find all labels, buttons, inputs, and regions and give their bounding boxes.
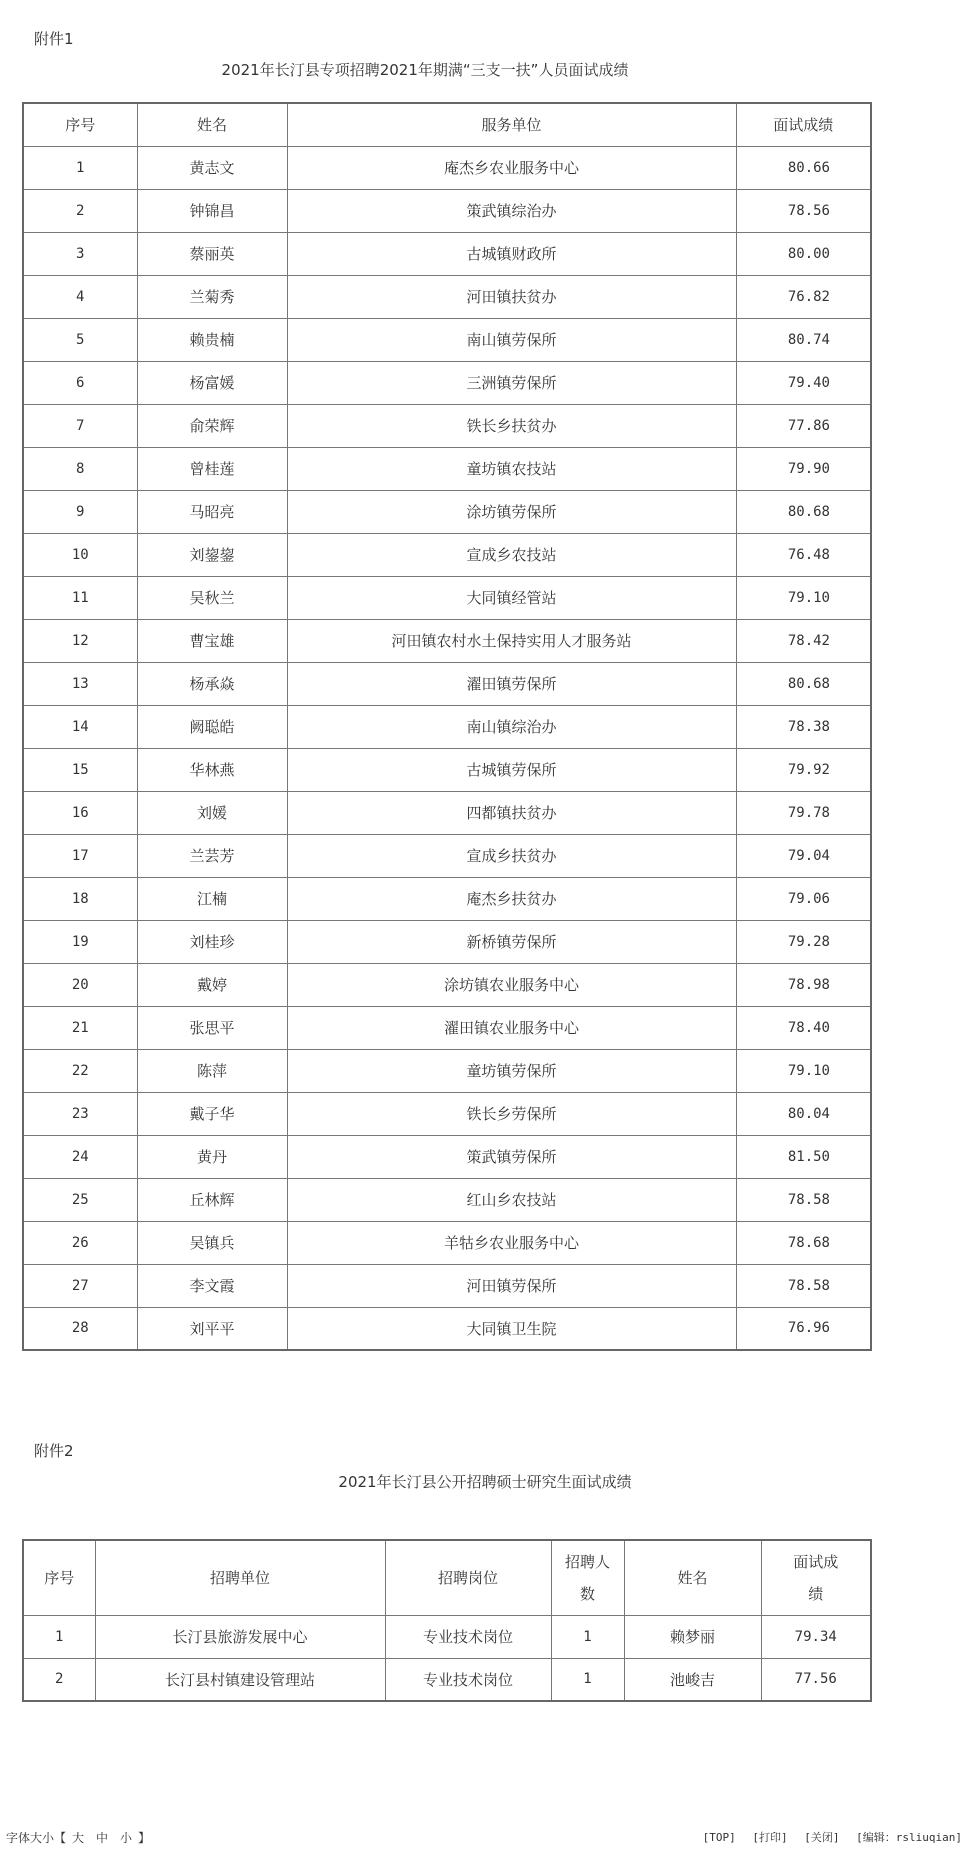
cell-score: 79.06 <box>736 877 871 920</box>
table-row <box>23 1221 871 1264</box>
cell-seq: 5 <box>23 318 137 361</box>
cell-name: 俞荣辉 <box>137 404 287 447</box>
cell-name: 杨承焱 <box>137 662 287 705</box>
cell-name: 刘媛 <box>137 791 287 834</box>
cell-name: 曾桂莲 <box>137 447 287 490</box>
cell-unit: 古城镇财政所 <box>287 232 736 275</box>
cell-seq: 15 <box>23 748 137 791</box>
cell-name: 黄志文 <box>137 146 287 189</box>
cell-score: 78.68 <box>736 1221 871 1264</box>
attachment1-title: 2021年长汀县专项招聘2021年期满“三支一扶”人员面试成绩 <box>221 61 629 79</box>
table-row <box>23 1135 871 1178</box>
cell-score: 80.04 <box>736 1092 871 1135</box>
cell-seq: 24 <box>23 1135 137 1178</box>
cell-score: 80.68 <box>736 490 871 533</box>
cell-score: 78.58 <box>736 1178 871 1221</box>
cell-unit: 河田镇劳保所 <box>287 1264 736 1307</box>
cell-seq: 14 <box>23 705 137 748</box>
table-row <box>23 576 871 619</box>
cell-unit: 新桥镇劳保所 <box>287 920 736 963</box>
cell-name: 阙聪皓 <box>137 705 287 748</box>
cell-unit: 河田镇扶贫办 <box>287 275 736 318</box>
cell-name: 李文霞 <box>137 1264 287 1307</box>
cell-seq: 23 <box>23 1092 137 1135</box>
attachment1-table-body <box>23 146 871 1350</box>
cell-score: 78.98 <box>736 963 871 1006</box>
cell-score: 79.90 <box>736 447 871 490</box>
table-row <box>23 361 871 404</box>
table-row <box>23 662 871 705</box>
cell-score: 80.00 <box>736 232 871 275</box>
cell-unit: 庵杰乡扶贫办 <box>287 877 736 920</box>
cell-unit: 童坊镇劳保所 <box>287 1049 736 1092</box>
cell-unit: 三洲镇劳保所 <box>287 361 736 404</box>
cell-seq: 25 <box>23 1178 137 1221</box>
cell-seq: 28 <box>23 1307 137 1350</box>
cell-seq: 16 <box>23 791 137 834</box>
cell-score: 79.92 <box>736 748 871 791</box>
cell-score: 77.56 <box>761 1658 871 1701</box>
table-row <box>23 619 871 662</box>
cell-name: 戴子华 <box>137 1092 287 1135</box>
editor-label: [编辑：rsliuqian] <box>856 1831 962 1844</box>
cell-score: 79.10 <box>736 576 871 619</box>
table-row <box>23 1178 871 1221</box>
cell-score: 76.82 <box>736 275 871 318</box>
cell-score: 80.74 <box>736 318 871 361</box>
table-row <box>23 232 871 275</box>
cell-unit: 四都镇扶贫办 <box>287 791 736 834</box>
cell-score: 77.86 <box>736 404 871 447</box>
cell-name: 曹宝雄 <box>137 619 287 662</box>
cell-score: 76.96 <box>736 1307 871 1350</box>
cell-name: 陈萍 <box>137 1049 287 1092</box>
font-size-medium-link[interactable]: 中 <box>96 1831 109 1845</box>
table-row <box>23 447 871 490</box>
cell-seq: 17 <box>23 834 137 877</box>
table-row <box>23 1264 871 1307</box>
table-row <box>23 533 871 576</box>
cell-unit: 河田镇农村水土保持实用人才服务站 <box>287 619 736 662</box>
cell-name: 杨富媛 <box>137 361 287 404</box>
font-size-label: 字体大小【 <box>6 1831 67 1845</box>
cell-name: 蔡丽英 <box>137 232 287 275</box>
table-row <box>23 1049 871 1092</box>
cell-seq: 22 <box>23 1049 137 1092</box>
table-row <box>23 318 871 361</box>
table-row <box>23 877 871 920</box>
cell-seq: 6 <box>23 361 137 404</box>
cell-unit: 策武镇综治办 <box>287 189 736 232</box>
cell-name: 江楠 <box>137 877 287 920</box>
cell-unit: 大同镇经管站 <box>287 576 736 619</box>
attachment2-table <box>22 1539 872 1702</box>
table-row <box>23 920 871 963</box>
cell-name: 华林燕 <box>137 748 287 791</box>
cell-seq: 1 <box>23 146 137 189</box>
cell-seq: 1 <box>23 1615 95 1658</box>
font-size-small-link[interactable]: 小 <box>120 1831 133 1845</box>
cell-name: 吴镇兵 <box>137 1221 287 1264</box>
header-unit: 服务单位 <box>287 103 736 146</box>
cell-seq: 19 <box>23 920 137 963</box>
footer-actions <box>693 1829 962 1845</box>
cell-unit: 南山镇综治办 <box>287 705 736 748</box>
cell-seq: 7 <box>23 404 137 447</box>
cell-unit: 策武镇劳保所 <box>287 1135 736 1178</box>
attachment2-table-body <box>23 1615 871 1701</box>
cell-score: 81.50 <box>736 1135 871 1178</box>
cell-name: 刘平平 <box>137 1307 287 1350</box>
cell-seq: 21 <box>23 1006 137 1049</box>
table-row <box>23 963 871 1006</box>
cell-unit: 涂坊镇劳保所 <box>287 490 736 533</box>
cell-name: 钟锦昌 <box>137 189 287 232</box>
cell-seq: 4 <box>23 275 137 318</box>
header-score: 面试成绩 <box>761 1540 871 1615</box>
cell-unit: 红山乡农技站 <box>287 1178 736 1221</box>
attachment1-table <box>22 102 872 1351</box>
table-row <box>23 1006 871 1049</box>
print-link[interactable]: [打印] <box>752 1831 788 1844</box>
cell-name: 戴婷 <box>137 963 287 1006</box>
cell-seq: 13 <box>23 662 137 705</box>
cell-name: 赖梦丽 <box>624 1615 761 1658</box>
cell-name: 兰菊秀 <box>137 275 287 318</box>
cell-count: 1 <box>551 1615 624 1658</box>
cell-seq: 26 <box>23 1221 137 1264</box>
header-name: 姓名 <box>137 103 287 146</box>
table-row <box>23 1092 871 1135</box>
cell-name: 张思平 <box>137 1006 287 1049</box>
cell-seq: 3 <box>23 232 137 275</box>
cell-unit: 羊牯乡农业服务中心 <box>287 1221 736 1264</box>
cell-seq: 27 <box>23 1264 137 1307</box>
cell-name: 池峻吉 <box>624 1658 761 1701</box>
cell-unit: 铁长乡劳保所 <box>287 1092 736 1135</box>
table-row <box>23 834 871 877</box>
header-count: 招聘人数 <box>551 1540 624 1615</box>
cell-name: 赖贵楠 <box>137 318 287 361</box>
cell-count: 1 <box>551 1658 624 1701</box>
cell-seq: 11 <box>23 576 137 619</box>
cell-name: 马昭亮 <box>137 490 287 533</box>
header-seq: 序号 <box>23 103 137 146</box>
cell-seq: 9 <box>23 490 137 533</box>
cell-unit: 濯田镇劳保所 <box>287 662 736 705</box>
attachment2-label: 附件2 <box>34 1442 74 1460</box>
cell-score: 79.78 <box>736 791 871 834</box>
cell-unit: 童坊镇农技站 <box>287 447 736 490</box>
table-row <box>23 1615 871 1658</box>
font-size-large-link[interactable]: 大 <box>72 1831 85 1845</box>
cell-unit: 长汀县旅游发展中心 <box>95 1615 385 1658</box>
cell-score: 78.58 <box>736 1264 871 1307</box>
cell-unit: 大同镇卫生院 <box>287 1307 736 1350</box>
table-row <box>23 404 871 447</box>
cell-unit: 庵杰乡农业服务中心 <box>287 146 736 189</box>
cell-seq: 8 <box>23 447 137 490</box>
cell-score: 78.40 <box>736 1006 871 1049</box>
cell-unit: 宣成乡农技站 <box>287 533 736 576</box>
cell-name: 刘鋆鋆 <box>137 533 287 576</box>
cell-score: 80.66 <box>736 146 871 189</box>
cell-post: 专业技术岗位 <box>385 1615 551 1658</box>
cell-unit: 长汀县村镇建设管理站 <box>95 1658 385 1701</box>
table-row <box>23 189 871 232</box>
cell-unit: 宣成乡扶贫办 <box>287 834 736 877</box>
table-header-row <box>23 1540 871 1615</box>
font-size-close: 】 <box>138 1831 151 1845</box>
cell-name: 丘林辉 <box>137 1178 287 1221</box>
cell-score: 79.40 <box>736 361 871 404</box>
attachment2-title: 2021年长汀县公开招聘硕士研究生面试成绩 <box>338 1473 632 1491</box>
cell-unit: 涂坊镇农业服务中心 <box>287 963 736 1006</box>
cell-score: 78.42 <box>736 619 871 662</box>
top-link[interactable]: [TOP] <box>702 1831 736 1844</box>
cell-post: 专业技术岗位 <box>385 1658 551 1701</box>
attachment1-label: 附件1 <box>34 30 74 48</box>
cell-unit: 南山镇劳保所 <box>287 318 736 361</box>
cell-seq: 18 <box>23 877 137 920</box>
cell-name: 刘桂珍 <box>137 920 287 963</box>
cell-score: 79.28 <box>736 920 871 963</box>
cell-name: 吴秋兰 <box>137 576 287 619</box>
cell-score: 80.68 <box>736 662 871 705</box>
cell-score: 76.48 <box>736 533 871 576</box>
header-score: 面试成绩 <box>736 103 871 146</box>
cell-seq: 2 <box>23 189 137 232</box>
cell-score: 79.04 <box>736 834 871 877</box>
header-seq: 序号 <box>23 1540 95 1615</box>
close-link[interactable]: [关闭] <box>804 1831 840 1844</box>
cell-name: 黄丹 <box>137 1135 287 1178</box>
table-row <box>23 791 871 834</box>
table-row <box>23 705 871 748</box>
cell-name: 兰芸芳 <box>137 834 287 877</box>
cell-score: 78.56 <box>736 189 871 232</box>
cell-seq: 12 <box>23 619 137 662</box>
table-row <box>23 1307 871 1350</box>
table-header-row <box>23 103 871 146</box>
header-post: 招聘岗位 <box>385 1540 551 1615</box>
cell-unit: 古城镇劳保所 <box>287 748 736 791</box>
cell-score: 78.38 <box>736 705 871 748</box>
cell-unit: 濯田镇农业服务中心 <box>287 1006 736 1049</box>
cell-seq: 10 <box>23 533 137 576</box>
cell-score: 79.10 <box>736 1049 871 1092</box>
cell-unit: 铁长乡扶贫办 <box>287 404 736 447</box>
font-size-control <box>6 1829 150 1846</box>
table-row <box>23 275 871 318</box>
header-unit: 招聘单位 <box>95 1540 385 1615</box>
table-row <box>23 490 871 533</box>
cell-seq: 2 <box>23 1658 95 1701</box>
table-row <box>23 1658 871 1701</box>
table-row <box>23 146 871 189</box>
table-row <box>23 748 871 791</box>
cell-score: 79.34 <box>761 1615 871 1658</box>
cell-seq: 20 <box>23 963 137 1006</box>
header-name: 姓名 <box>624 1540 761 1615</box>
